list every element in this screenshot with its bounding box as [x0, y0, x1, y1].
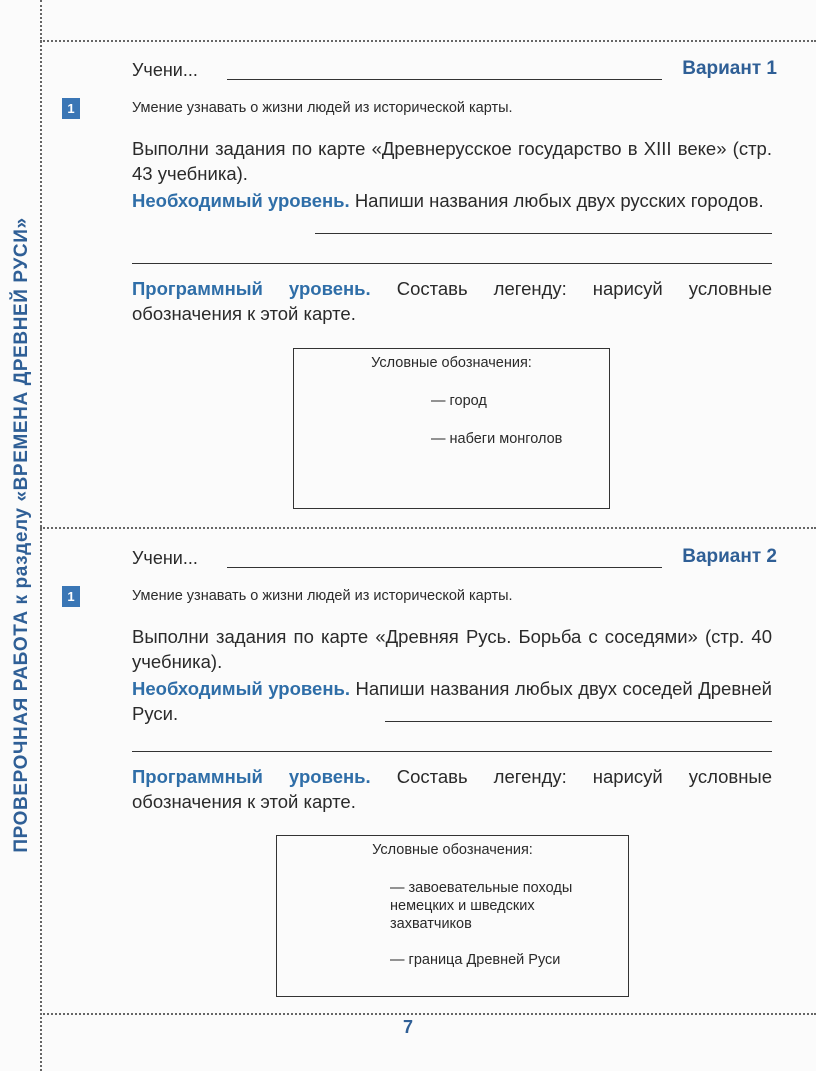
- legend-box: [276, 835, 629, 997]
- level1-text: Напиши названия любых двух русских городов.: [354, 190, 764, 211]
- legend-item: — набеги монголов: [431, 431, 563, 447]
- legend-item: — город: [431, 393, 487, 409]
- side-title: [5, 0, 39, 1071]
- task-number-badge: 1: [62, 98, 80, 119]
- level1-block: [132, 188, 772, 213]
- student-label: Учени...: [132, 60, 198, 80]
- level2-title: Программный уровень.: [132, 766, 371, 787]
- variant-label: Вариант 1: [682, 58, 777, 79]
- student-label: Учени...: [132, 548, 198, 568]
- top-cut-line: [40, 40, 816, 42]
- student-name-line[interactable]: [227, 79, 662, 80]
- variant-label: Вариант 2: [682, 546, 777, 567]
- legend-title: Условные обозначения:: [372, 842, 533, 858]
- level2-title: Программный уровень.: [132, 278, 371, 299]
- level2-text: Составь легенду: нарисуй условные обозначения к этой карте.: [132, 766, 772, 812]
- answer-line-1[interactable]: [385, 721, 772, 722]
- level1-text: Напиши названия любых двух соседей Древней Руси.: [132, 678, 773, 724]
- task-number-badge: 1: [62, 586, 80, 607]
- student-name-line[interactable]: [227, 567, 662, 568]
- level2-text: Составь легенду: нарисуй условные обозначения к этой карте.: [132, 278, 772, 324]
- level1-title: Необходимый уровень.: [132, 190, 350, 211]
- skill-text: Умение узнавать о жизни людей из исторической карты.: [132, 100, 513, 116]
- answer-line-1[interactable]: [315, 233, 772, 234]
- bottom-cut-line: [40, 1013, 816, 1015]
- side-title-text: ПРОВЕРОЧНАЯ РАБОТА к разделу «ВРЕМЕНА ДРЕВНЕЙ РУСИ»: [11, 217, 32, 853]
- instruction-text: Выполни задания по карте «Древняя Русь. Борьба с соседями» (стр. 40 учебника).: [132, 626, 772, 672]
- variant-1-section: [40, 58, 816, 518]
- level1-block: [132, 676, 772, 726]
- level1-title: Необходимый уровень.: [132, 678, 351, 699]
- legend-title: Условные обозначения:: [371, 355, 532, 371]
- variant-2-section: [40, 546, 816, 1006]
- legend-box: [293, 348, 610, 509]
- level2-block: [132, 764, 772, 814]
- legend-item: — завоевательные походы немецких и шведских захватчиков: [390, 880, 573, 932]
- student-name-row: [132, 546, 777, 572]
- middle-cut-line: [40, 527, 816, 529]
- legend-item: — граница Древней Руси: [390, 952, 561, 968]
- answer-line-2[interactable]: [132, 751, 772, 752]
- answer-line-2[interactable]: [132, 263, 772, 264]
- instruction-text: Выполни задания по карте «Древнерусское государство в XIII веке» (стр. 43 учебника).: [132, 138, 772, 184]
- page-number: 7: [402, 1017, 413, 1037]
- skill-text: Умение узнавать о жизни людей из исторической карты.: [132, 588, 513, 604]
- student-name-row: [132, 58, 777, 84]
- level2-block: [132, 276, 772, 326]
